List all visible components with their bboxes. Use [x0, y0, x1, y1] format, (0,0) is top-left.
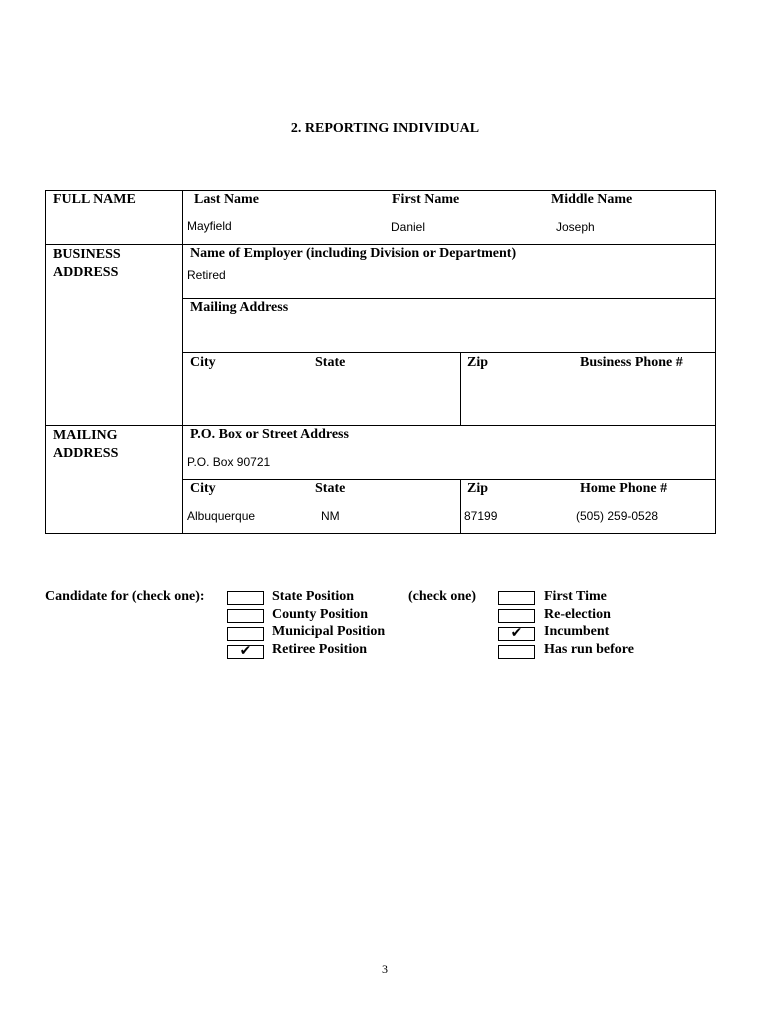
business-state-label: State: [315, 355, 346, 370]
employer-label: Name of Employer (including Division or Department): [190, 246, 517, 261]
first-time-label: First Time: [544, 589, 607, 604]
page-number: 3: [382, 962, 388, 976]
municipal-position-label: Municipal Position: [272, 624, 386, 639]
candidate-for-label: Candidate for (check one):: [45, 589, 205, 604]
section-title: 2. REPORTING INDIVIDUAL: [290, 121, 480, 136]
incumbent-label: Incumbent: [544, 624, 610, 639]
county-position-checkbox[interactable]: [227, 609, 264, 623]
business-address-label: BUSINESS ADDRESS: [53, 247, 121, 280]
mailing-zip-value[interactable]: 87199: [464, 509, 498, 523]
re-election-checkbox[interactable]: [498, 609, 535, 623]
first-name-value[interactable]: Daniel: [391, 220, 426, 234]
first-name-label: First Name: [392, 192, 460, 207]
has-run-before-label: Has run before: [544, 642, 634, 657]
street-label: P.O. Box or Street Address: [190, 427, 349, 442]
has-run-before-checkbox[interactable]: [498, 645, 535, 659]
municipal-position-checkbox[interactable]: [227, 627, 264, 641]
mailing-zip-label: Zip: [467, 481, 489, 496]
last-name-value[interactable]: Mayfield: [187, 219, 232, 233]
employer-value[interactable]: Retired: [187, 268, 226, 282]
mailing-address-row-label: MAILING ADDRESS: [53, 428, 119, 461]
state-position-checkbox[interactable]: [227, 591, 264, 605]
business-city-label: City: [190, 355, 216, 370]
mailing-state-value[interactable]: NM: [321, 509, 340, 523]
status-check-one-label: (check one): [408, 589, 477, 604]
check-mark-icon: ✔: [239, 643, 252, 659]
retiree-position-checkbox[interactable]: [227, 645, 264, 659]
check-mark-icon: ✔: [510, 625, 523, 641]
first-time-checkbox[interactable]: [498, 591, 535, 605]
mailing-city-label: City: [190, 481, 216, 496]
home-phone-label: Home Phone #: [580, 481, 668, 496]
state-position-label: State Position: [272, 589, 355, 604]
business-phone-label: Business Phone #: [580, 355, 683, 370]
incumbent-checkbox[interactable]: [498, 627, 535, 641]
mailing-address-label: Mailing Address: [190, 300, 289, 315]
middle-name-value[interactable]: Joseph: [556, 220, 595, 234]
county-position-label: County Position: [272, 607, 369, 622]
business-zip-label: Zip: [467, 355, 489, 370]
retiree-position-label: Retiree Position: [272, 642, 367, 657]
mailing-city-value[interactable]: Albuquerque: [187, 509, 256, 523]
home-phone-value[interactable]: (505) 259-0528: [576, 509, 659, 523]
last-name-label: Last Name: [194, 192, 259, 207]
re-election-label: Re-election: [544, 607, 611, 622]
full-name-label: FULL NAME: [53, 192, 136, 207]
mailing-state-label: State: [315, 481, 346, 496]
street-value[interactable]: P.O. Box 90721: [187, 455, 271, 469]
middle-name-label: Middle Name: [551, 192, 633, 207]
